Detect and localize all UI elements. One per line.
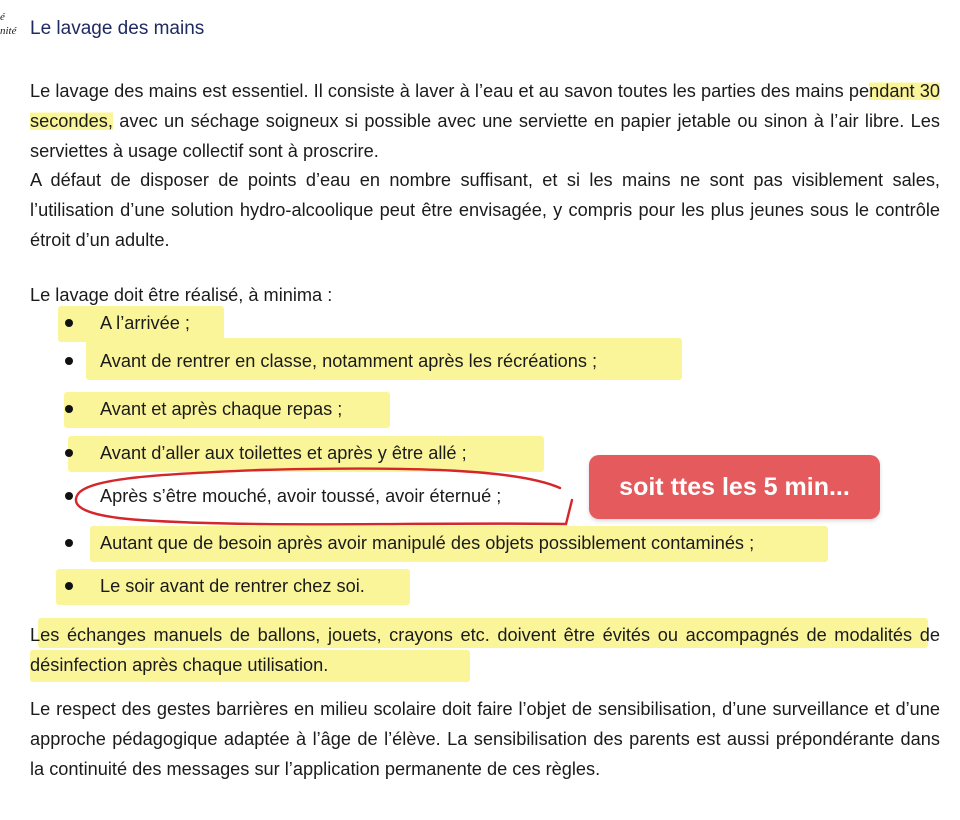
- list-item-text: Avant d’aller aux toilettes et après y être allé ;: [100, 443, 467, 463]
- paragraph-1-highlight: ndant 30 secondes,: [30, 81, 940, 131]
- list-item-text: A l’arrivée ;: [100, 313, 190, 333]
- list-item-text: Autant que de besoin après avoir manipulé des objets possiblement contaminés ;: [100, 533, 755, 553]
- paragraph-4: Le respect des gestes barrières en milieu scolaire doit faire l’objet de sensibilisation, d’une surveillance et d’une approche pédagogique adaptée à l’âge de l’élève. La sensibilisation des parents est aussi prépondérante dans la continuité des messages sur l’application permanente de ces règles.: [30, 699, 940, 779]
- paragraph-1-start: Le lavage des mains est essentiel. Il consiste à laver à l’eau et au savon toutes les parties des mains pe: [30, 81, 870, 101]
- list-item-text: Après s’être mouché, avoir toussé, avoir éternué ;: [100, 486, 502, 506]
- list-item-text: Avant et après chaque repas ;: [100, 399, 343, 419]
- paragraph-3: Les échanges manuels de ballons, jouets, crayons etc. doivent être évités ou accompagnés de modalités de désinfection après chaque utilisation.: [30, 625, 940, 675]
- list-intro: Le lavage doit être réalisé, à minima :: [30, 285, 333, 305]
- paragraph-1-end: avec un séchage soigneux si possible avec une serviette en papier jetable ou sinon à l’air libre. Les serviettes à usage collectif sont à proscrire.: [30, 111, 940, 161]
- callout-text: soit ttes les 5 min...: [619, 472, 850, 501]
- list-item-text: Le soir avant de rentrer chez soi.: [100, 576, 365, 596]
- callout-box: [589, 455, 880, 519]
- margin-note-line-2: nité: [0, 25, 17, 37]
- page-title: Le lavage des mains: [30, 18, 205, 39]
- margin-note-line-1: é: [0, 11, 5, 23]
- list-item-text: Avant de rentrer en classe, notamment après les récréations ;: [100, 351, 598, 371]
- paragraph-2: A défaut de disposer de points d’eau en nombre suffisant, et si les mains ne sont pas visiblement sales, l’utilisation d’une solution hydro-alcoolique peut être envisagée, y compris pour les plus jeunes sous le contrôle étroit d’un adulte.: [30, 170, 940, 250]
- red-ink-stroke: [76, 469, 572, 525]
